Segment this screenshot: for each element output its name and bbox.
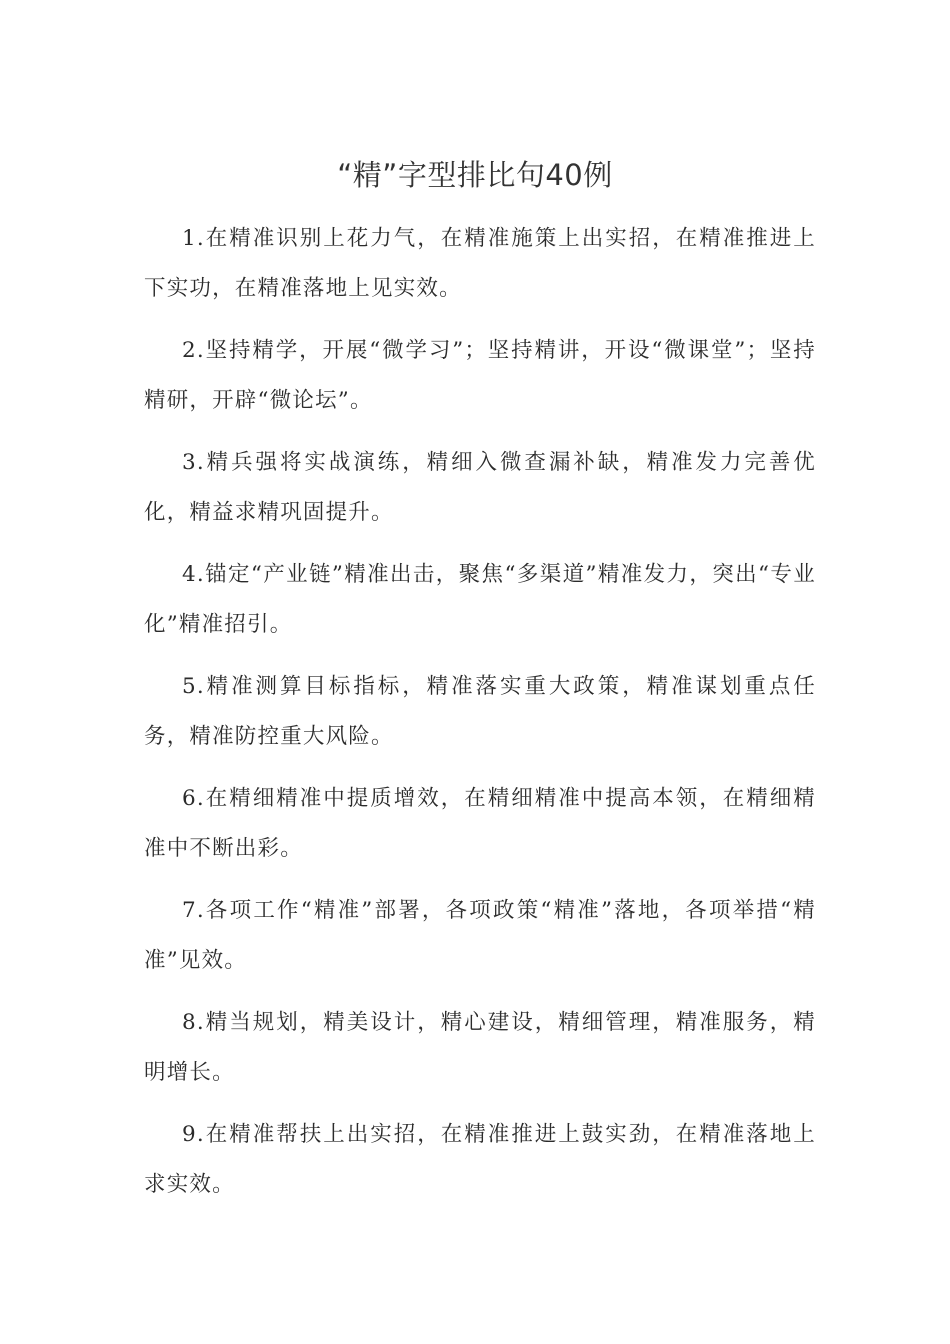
list-item: 2.坚持精学，开展“微学习”；坚持精讲，开设“微课堂”；坚持精研，开辟“微论坛”。 [144,338,816,413]
list-item: 9.在精准帮扶上出实招，在精准推进上鼓实劲，在精准落地上求实效。 [144,1122,816,1197]
list-item: 8.精当规划，精美设计，精心建设，精细管理，精准服务，精明增长。 [144,1010,816,1085]
list-item: 4.锚定“产业链”精准出击，聚焦“多渠道”精准发力，突出“专业化”精准招引。 [144,562,816,637]
document-title: “精”字型排比句40例 [337,158,613,192]
list-item: 6.在精细精准中提质增效，在精细精准中提高本领，在精细精准中不断出彩。 [144,786,816,861]
list-item: 3.精兵强将实战演练，精细入微查漏补缺，精准发力完善优化，精益求精巩固提升。 [144,450,816,525]
list-item: 7.各项工作“精准”部署，各项政策“精准”落地，各项举措“精准”见效。 [144,898,816,973]
document-body [144,214,816,1222]
list-item: 5.精准测算目标指标，精准落实重大政策，精准谋划重点任务，精准防控重大风险。 [144,674,816,749]
list-item: 1.在精准识别上花力气，在精准施策上出实招，在精准推进上下实功，在精准落地上见实效。 [144,226,816,301]
